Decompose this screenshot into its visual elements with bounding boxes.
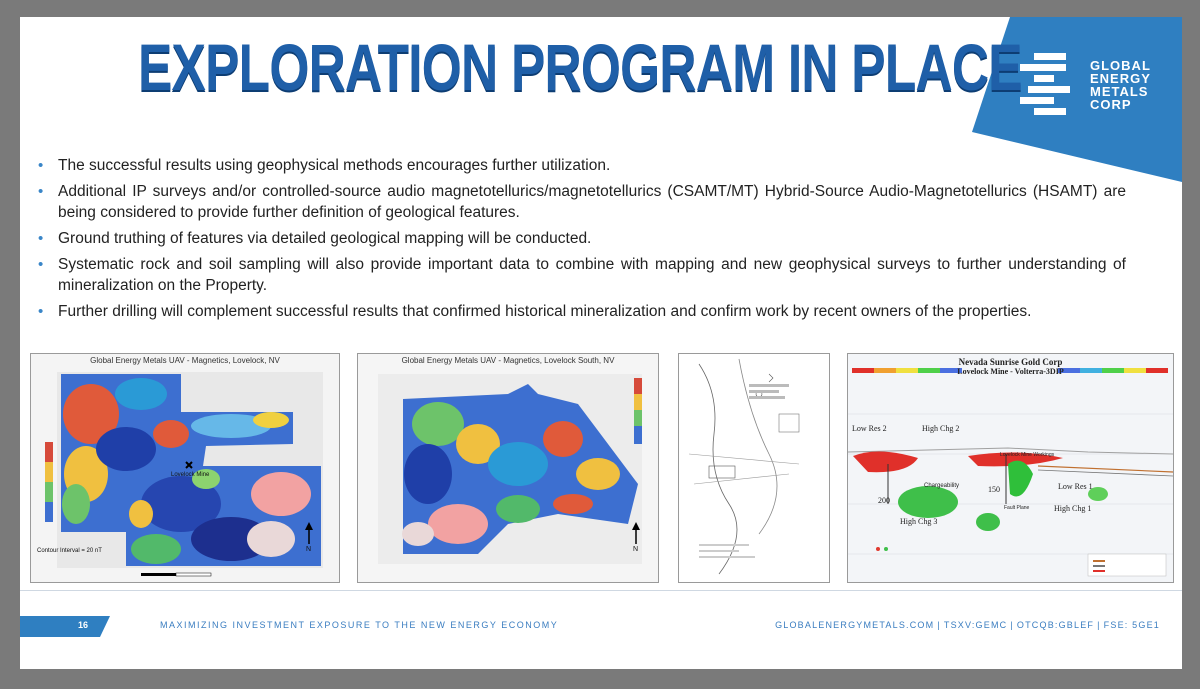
map1-site-label: Lovelock Mine xyxy=(171,472,210,478)
logo-line-global: GLOBAL xyxy=(1090,58,1151,73)
geological-sketch-map xyxy=(678,353,830,583)
company-logo-text xyxy=(1090,59,1151,111)
map2-title: Global Energy Metals UAV - Magnetics, Lovelock South, NV xyxy=(401,356,615,365)
bullet-item: • Additional IP surveys and/or controlled-source audio magnetotellurics/magnetotellurics (CSAMT/MT) Hybrid-Source Audio-Magnetotellurics (HSAMT) are being considered to provide further definition of geological features. xyxy=(38,183,1126,221)
footer-divider xyxy=(20,590,1182,591)
bullet-dot-icon: • xyxy=(38,183,44,200)
slide-title: EXPLORATION PROGRAM IN PLACE xyxy=(138,30,1022,104)
footer-otcqb: OTCQB:GBLEF xyxy=(1016,620,1095,630)
bullet-dot-icon: • xyxy=(38,157,44,174)
footer-website-link[interactable]: GLOBALENERGYMETALS.COM xyxy=(775,620,935,630)
logo-line-energy: ENERGY xyxy=(1090,71,1151,86)
section-title-company: Nevada Sunrise Gold Corp xyxy=(958,357,1063,367)
bullet-item: • Further drilling will complement successful results that confirmed historical mineralization and confirm work by recent owners of the properties. xyxy=(38,303,1032,320)
section-title-survey: Lovelock Mine - Volterra-3DIP xyxy=(957,367,1064,376)
logo-line-metals: METALS xyxy=(1090,84,1149,99)
volterra-3dip-section xyxy=(847,353,1174,583)
label-chargeability: Chargeability xyxy=(924,483,960,489)
map1-contour-label: Contour Interval = 20 nT xyxy=(37,548,102,554)
label-fault-plane: Fault Plane xyxy=(1004,505,1030,511)
label-depth-200: 200 xyxy=(878,496,890,505)
company-logo-icon xyxy=(1020,53,1078,115)
label-high-chg-2: High Chg 2 xyxy=(922,424,960,433)
magnetics-map-lovelock-south xyxy=(357,353,659,583)
bullet-item: • Ground truthing of features via detailed geological mapping will be conducted. xyxy=(38,230,592,247)
bullet-dot-icon: • xyxy=(38,303,44,320)
footer-fse: FSE: 5GE1 xyxy=(1103,620,1160,630)
slide xyxy=(20,17,1182,669)
label-depth-150: 150 xyxy=(988,485,1000,494)
logo-line-corp: CORP xyxy=(1090,97,1132,112)
bullet-dot-icon: • xyxy=(38,256,44,273)
footer-contact: GLOBALENERGYMETALS.COM | TSXV:GEMC | OTCQB:GBLEF | FSE: 5GE1 xyxy=(775,620,1160,630)
label-low-res-2: Low Res 2 xyxy=(852,424,887,433)
bullet-item: • The successful results using geophysical methods encourages further utilization. xyxy=(38,157,611,174)
map1-title: Global Energy Metals UAV - Magnetics, Lovelock, NV xyxy=(90,356,280,365)
label-lovelock-workings: Lovelock Mine Workings xyxy=(1000,452,1055,458)
footer-tsxv: TSXV:GEMC xyxy=(943,620,1008,630)
label-low-res-1: Low Res 1 xyxy=(1058,482,1093,491)
footer-tagline: MAXIMIZING INVESTMENT EXPOSURE TO THE NEW ENERGY ECONOMY xyxy=(160,620,559,630)
map2-north-label: N xyxy=(633,546,639,553)
magnetics-map-lovelock xyxy=(30,353,340,583)
page-number: 16 xyxy=(78,620,89,630)
map1-north-label: N xyxy=(306,546,312,553)
page-number-tab xyxy=(20,616,110,637)
bullet-item: • Systematic rock and soil sampling will also provide important data to combine with mapping and new geophysical surveys to further understanding of mineralization on the Property. xyxy=(38,256,1126,294)
bullet-list xyxy=(38,155,1126,327)
label-high-chg-3: High Chg 3 xyxy=(900,517,938,526)
bullet-dot-icon: • xyxy=(38,230,44,247)
label-high-chg-1: High Chg 1 xyxy=(1054,504,1092,513)
